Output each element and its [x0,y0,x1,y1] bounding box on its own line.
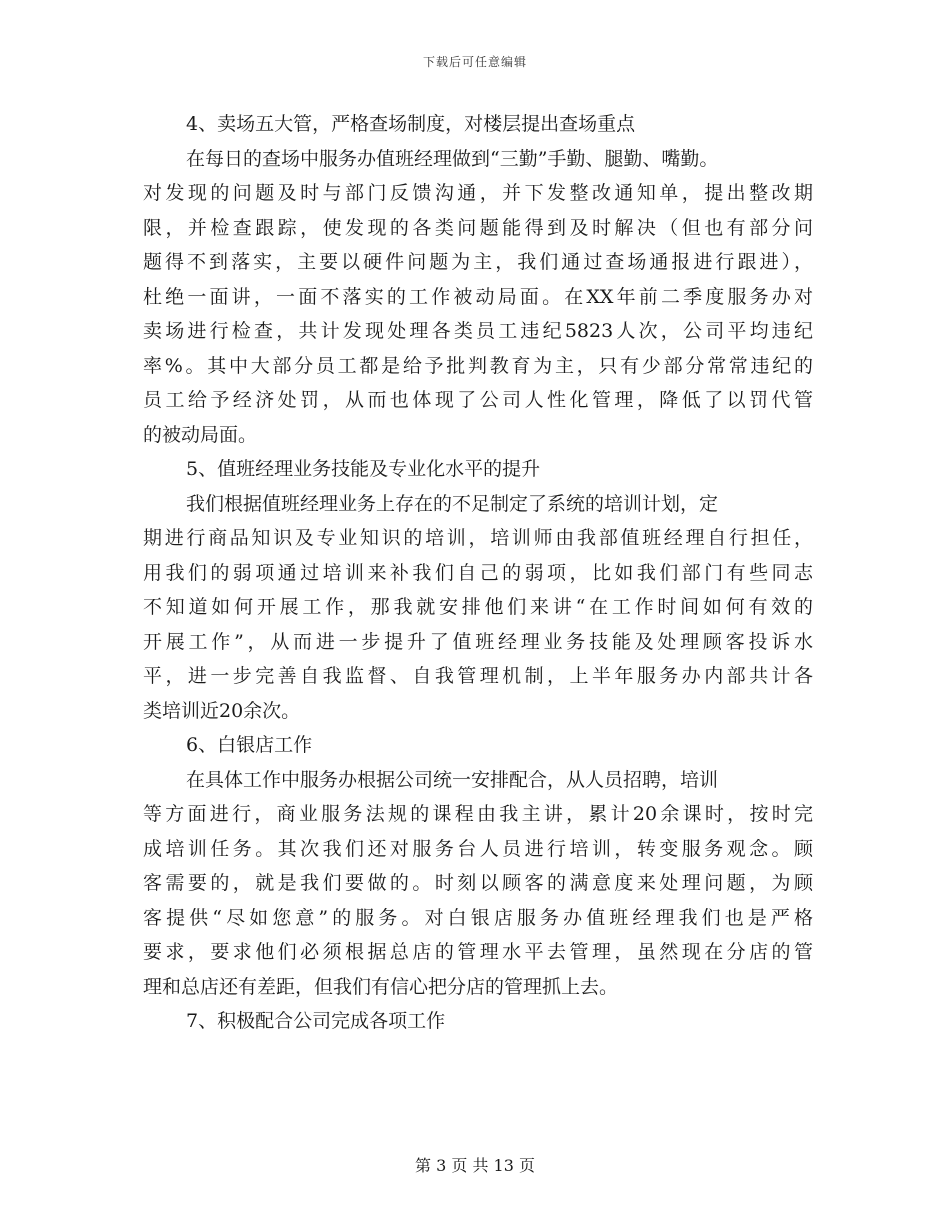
text-line: 用我们的弱项通过培训来补我们自己的弱项，比如我们部门有些同志 [143,561,813,584]
text-line: 6、白银店工作 [186,734,313,756]
text-line: 期进行商品知识及专业知识的培训，培训师由我部值班经理自行担任， [143,527,813,549]
text-line: 等方面进行，商业服务法规的课程由我主讲，累计20余课时，按时完 [143,803,813,825]
text-line: 题得不到落实，主要以硬件问题为主，我们通过查场通报进行跟进）， [143,251,813,273]
text-line: 5、值班经理业务技能及专业化水平的提升 [186,458,541,480]
text-line: 类培训近20余次。 [143,699,301,722]
text-line: 在每日的查场中服务办值班经理做到“三勤”手勤、腿勤、嘴勤。 [186,147,719,170]
text-line: 限，并检查跟踪，使发现的各类问题能得到及时解决（但也有部分问 [143,216,813,239]
text-line: 我们根据值班经理业务上存在的不足制定了系统的培训计划，定 [186,492,719,515]
text-line: 率%。其中大部分员工都是给予批判教育为主，只有少部分常常违纪的 [143,354,813,377]
text-line: 7、积极配合公司完成各项工作 [186,1010,446,1032]
text-line: 杜绝一面讲，一面不落实的工作被动局面。在XX年前二季度服务办对 [143,285,813,308]
text-line: 卖场进行检查，共计发现处理各类员工违纪5823人次，公司平均违纪 [143,320,813,342]
text-line: 平，进一步完善自我监督、自我管理机制，上半年服务办内部共计各 [143,665,813,687]
text-line: 4、卖场五大管，严格查场制度，对楼层提出查场重点 [186,113,636,135]
text-line: 对发现的问题及时与部门反馈沟通，并下发整改通知单，提出整改期 [143,182,813,204]
text-line: 要求，要求他们必须根据总店的管理水平去管理，虽然现在分店的管 [143,941,813,963]
text-line: 成培训任务。其次我们还对服务台人员进行培训，转变服务观念。顾 [143,837,813,860]
page-footer: 第 3 页 共 13 页 [415,1156,535,1175]
text-line: 员工给予经济处罚，从而也体现了公司人性化管理，降低了以罚代管 [143,389,813,411]
text-line: 理和总店还有差距，但我们有信心把分店的管理抓上去。 [143,975,619,998]
document-body [143,108,813,1040]
text-line: 在具体工作中服务办根据公司统一安排配合，从人员招聘，培训 [186,768,719,791]
header-note: 下载后可任意编辑 [422,55,527,69]
text-line: 客提供“尽如您意”的服务。对白银店服务办值班经理我们也是严格 [143,906,813,929]
text-line: 不知道如何开展工作，那我就安排他们来讲“在工作时间如何有效的 [143,596,813,618]
text-line: 开展工作”，从而进一步提升了值班经理业务技能及处理顾客投诉水 [143,630,813,653]
text-line: 的被动局面。 [143,423,258,446]
text-line: 客需要的，就是我们要做的。时刻以顾客的满意度来处理问题，为顾 [143,872,813,894]
